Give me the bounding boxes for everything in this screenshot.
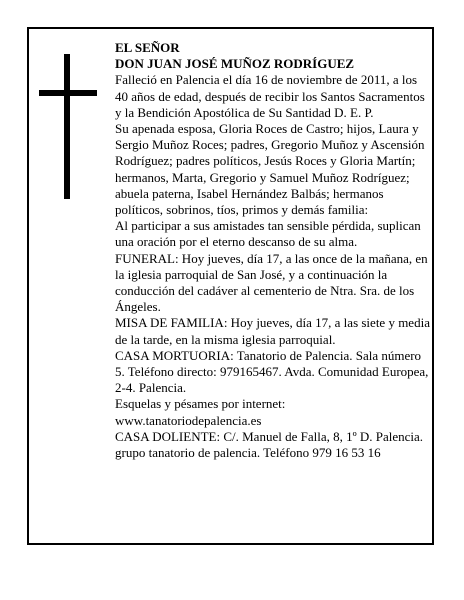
cross-vertical-bar [64, 54, 70, 199]
obituary-notice [27, 27, 434, 545]
notice-text [115, 40, 433, 461]
notice-title-line1: EL SEÑOR [115, 40, 180, 55]
family-list: Su apenada esposa, Gloria Roces de Castro; hijos, Laura y Sergio Muñoz Roces; padres, Gregorio Muñoz y Ascensión Rodríguez; padres políticos, Jesús Roces y Gloria Martín; hermanos, Marta, Gregorio y Samuel Muñoz Rodríguez; abuela paterna, Isabel Hernández Balbás; hermanos políticos, sobrinos, tíos, primos y demás familia: [115, 121, 425, 218]
death-announcement: Falleció en Palencia el día 16 de noviembre de 2011, a los 40 años de edad, después de recibir los Santos Sacramentos y la Bendición Apostólica de Su Santidad D. E. P. [115, 72, 425, 120]
family-mass-info: MISA DE FAMILIA: Hoy jueves, día 17, a las siete y media de la tarde, en la misma iglesia parroquial. [115, 315, 430, 347]
mourning-house: CASA DOLIENTE: C/. Manuel de Falla, 8, 1º D. Palencia. [115, 428, 424, 444]
prayer-request: Al participar a sus amistades tan sensible pérdida, suplican una oración por el eterno descanso de su alma. [115, 218, 421, 250]
notice-title-line2: DON JUAN JOSÉ MUÑOZ RODRÍGUEZ [115, 56, 355, 72]
internet-condolences: Esquelas y pésames por internet: www.tanatoriodepalencia.es [115, 396, 286, 428]
cross-horizontal-bar [39, 90, 97, 96]
funeral-info: FUNERAL: Hoy jueves, día 17, a las once de la mañana, en la iglesia parroquial de San José, y a continuación la conducción del cadáver al cementerio de Ntra. Sra. de los Ángeles. [115, 250, 428, 315]
funeral-home-contact: grupo tanatorio de palencia. Teléfono 979 16 53 16 [115, 445, 381, 461]
mortuary-info: CASA MORTUORIA: Tanatorio de Palencia. Sala número 5. Teléfono directo: 979165467. Avda. Comunidad Europea, 2-4. Palencia. [115, 347, 429, 396]
cross-icon [39, 54, 97, 199]
